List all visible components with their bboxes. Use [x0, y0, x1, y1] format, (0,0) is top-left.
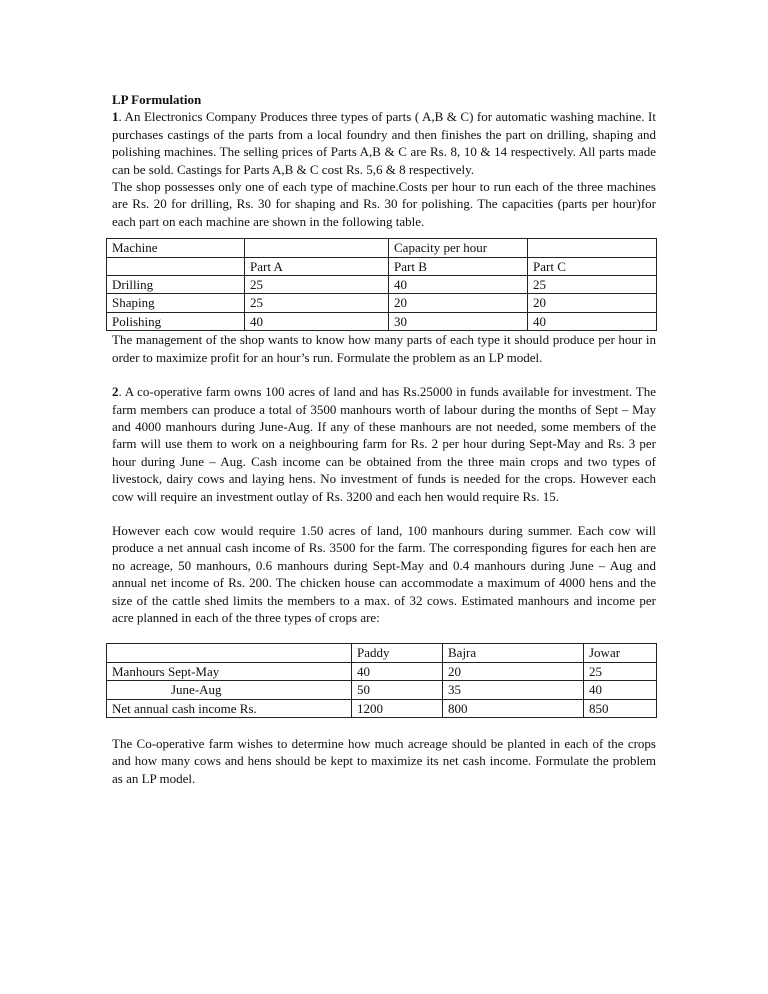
row-label: Drilling [107, 276, 245, 294]
table-subheader: Part B [389, 257, 528, 275]
table-row [107, 644, 657, 662]
row-label: Net annual cash income Rs. [107, 699, 352, 717]
problem-1-intro [112, 108, 656, 178]
row-label: June-Aug [107, 681, 352, 699]
table-cell: 40 [528, 312, 657, 330]
document-title: LP Formulation [112, 92, 202, 107]
table-row [107, 312, 657, 330]
table-cell: 25 [245, 294, 389, 312]
table-cell: 20 [528, 294, 657, 312]
table-header: Bajra [443, 644, 584, 662]
table-subheader: Part A [245, 257, 389, 275]
table-row [107, 257, 657, 275]
table-cell: 20 [443, 662, 584, 680]
table-cell: 25 [584, 662, 657, 680]
table-cell [528, 239, 657, 257]
table-cell: 850 [584, 699, 657, 717]
problem-2-intro-text: . A co-operative farm owns 100 acres of land and has Rs.25000 in funds available for investment. The farm members can produce a total of 3500 manhours worth of labour during the months of Sept – May and 4000 manhours during June-Aug. If any of these manhours are not needed, some members of the farm will use them to work on a neighbouring farm for Rs. 2 per hour during Sept-May and Rs. 3 per hour during June – Aug. Cash income can be obtained from the three main crops and two types of livestock, dairy cows and laying hens. No investment of funds is needed for the crops. However each cow will require an investment outlay of Rs. 3200 and each hen would require Rs. 15. [112, 384, 656, 504]
table-cell: 40 [352, 662, 443, 680]
spacer [112, 366, 656, 383]
table-cell: 35 [443, 681, 584, 699]
problem-1-number: 1 [112, 109, 119, 125]
table-cell: 40 [584, 681, 657, 699]
spacer [112, 718, 656, 735]
table-cell [107, 644, 352, 662]
table-header: Jowar [584, 644, 657, 662]
document-page [112, 91, 656, 787]
table-row [107, 239, 657, 257]
table-cell: 50 [352, 681, 443, 699]
problem-1-intro-text: . An Electronics Company Produces three types of parts ( A,B & C) for automatic washing machine. It purchases castings of the parts from a local foundry and then finishes the part on drilling, shaping and polishing machines. The selling prices of Parts A,B & C are Rs. 8, 10 & 14 respectively. All parts made can be sold. Castings for Parts A,B & C cost Rs. 5,6 & 8 respectively. [112, 109, 656, 177]
table-cell: 800 [443, 699, 584, 717]
table-cell: 40 [245, 312, 389, 330]
table-cell: 25 [528, 276, 657, 294]
table-cell [107, 257, 245, 275]
table-row [107, 276, 657, 294]
row-label: Polishing [107, 312, 245, 330]
table-cell [245, 239, 389, 257]
table-row [107, 294, 657, 312]
table-header-capacity: Capacity per hour [389, 239, 528, 257]
crops-table [106, 643, 657, 718]
table-header-machine: Machine [107, 239, 245, 257]
machine-capacity-table [106, 238, 657, 331]
table-cell: 30 [389, 312, 528, 330]
row-label: Shaping [107, 294, 245, 312]
table-cell: 25 [245, 276, 389, 294]
problem-2-number: 2 [112, 384, 119, 400]
problem-1-question: The management of the shop wants to know how many parts of each type it should produce per hour in order to maximize profit for an hour’s run. Formulate the problem as an LP model. [112, 332, 656, 365]
problem-2-paragraph-2: However each cow would require 1.50 acres of land, 100 manhours during summer. Each cow will produce a net annual cash income of Rs. 3500 for the farm. The corresponding figures for each hen are no acreage, 50 manhours, 0.6 manhours during Sept-May and 0.4 manhours during June – Aug and annual net income of Rs. 200. The chicken house can accommodate a maximum of 4000 hens and the size of the cattle shed limits the members to a max. of 32 cows. Estimated manhours and income per acre planned in each of the three types of crops are: [112, 522, 656, 625]
table-subheader: Part C [528, 257, 657, 275]
row-label: Manhours Sept-May [107, 662, 352, 680]
table-row [107, 662, 657, 680]
spacer [112, 505, 656, 522]
problem-2-intro [112, 383, 656, 505]
table-cell: 20 [389, 294, 528, 312]
table-cell: 1200 [352, 699, 443, 717]
table-cell: 40 [389, 276, 528, 294]
table-row [107, 681, 657, 699]
problem-2-question: The Co-operative farm wishes to determine how much acreage should be planted in each of the crops and how many cows and hens should be kept to maximize its net cash income. Formulate the problem as an LP model. [112, 736, 656, 786]
table-header: Paddy [352, 644, 443, 662]
problem-1-paragraph-2: The shop possesses only one of each type of machine.Costs per hour to run each of the three machines are Rs. 20 for drilling, Rs. 30 for shaping and Rs. 30 for polishing. The capacities (parts per hour)for each part on each machine are shown in the following table. [112, 179, 656, 229]
table-row [107, 699, 657, 717]
